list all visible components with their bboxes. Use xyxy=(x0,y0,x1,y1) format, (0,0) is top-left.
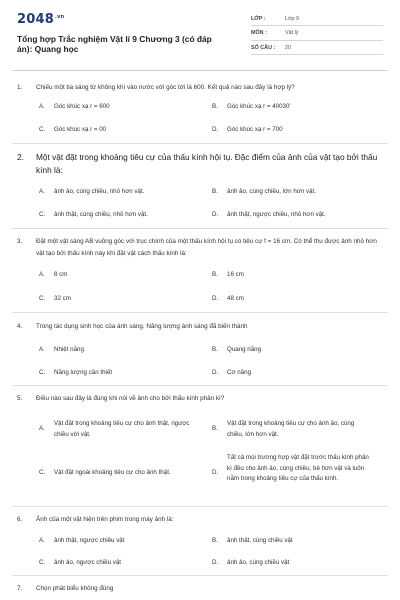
option-letter: D. xyxy=(212,211,219,218)
option-a[interactable] xyxy=(39,102,199,113)
option-text: ảnh ảo, cùng chiều vật xyxy=(227,559,290,566)
question-7 xyxy=(17,583,387,595)
option-c[interactable] xyxy=(39,558,199,569)
site-logo[interactable] xyxy=(17,12,64,27)
question-6 xyxy=(17,514,387,526)
meta-label: LỚP : xyxy=(251,15,266,22)
option-b[interactable] xyxy=(212,345,377,356)
option-letter: A. xyxy=(39,346,45,353)
option-a[interactable] xyxy=(39,419,211,440)
question-1 xyxy=(17,82,387,94)
question-text: Trong tác dụng sinh học của ánh sáng. Năng lượng ánh sáng đã biến thành xyxy=(36,323,248,330)
question-divider xyxy=(12,575,388,576)
option-a[interactable] xyxy=(39,187,199,198)
option-letter: C. xyxy=(39,559,46,566)
option-letter: B. xyxy=(212,537,218,544)
question-text: Chiếu một tia sáng từ không khí vào nước với góc tới là 600. Kết quả nào sau đây là hợp lý? xyxy=(36,84,295,91)
meta-value: 20 xyxy=(285,44,291,51)
option-letter: D. xyxy=(212,295,219,302)
question-divider xyxy=(12,385,388,386)
option-letter: C. xyxy=(39,369,46,376)
logo-suffix: .vn xyxy=(54,13,65,20)
meta-value: Vật lý xyxy=(285,30,299,36)
question-text: Một vật đặt trong khoảng tiêu cự của thấu kính hội tụ. Đặc điểm của ảnh của vật tạo bởi thấu kính là: xyxy=(36,152,378,175)
question-text: Chọn phát biểu không đúng xyxy=(36,585,114,592)
option-letter: C. xyxy=(39,295,46,302)
option-text: Vật đặt ngoài khoảng tiêu cự cho ảnh thật. xyxy=(54,469,171,476)
question-text: Điều nào sau đây là đúng khi nói về ảnh cho bởi thấu kính phân kì? xyxy=(36,395,225,402)
meta-label: SỐ CÂU : xyxy=(251,44,276,51)
question-2 xyxy=(17,151,387,177)
option-c[interactable] xyxy=(39,294,199,305)
option-text: Góc khúc xạ r = 00 xyxy=(54,126,107,133)
question-stem xyxy=(17,393,387,405)
option-letter: B. xyxy=(212,425,218,433)
option-letter: A. xyxy=(39,425,45,433)
option-text: Góc khúc xạ r = 700 xyxy=(227,126,283,133)
option-text: Năng lượng cần thiết xyxy=(54,369,113,376)
option-c[interactable] xyxy=(39,468,211,479)
option-b[interactable] xyxy=(212,102,377,113)
question-text: Đặt một vật sáng AB vuông góc với trục chính của một thấu kính hội tụ có tiêu cự f = 16 cm. Có thể thu được ảnh nhỏ hơn vật tạo bởi thấu kính này khi đặt vật cách thấu kính là: xyxy=(36,238,377,257)
option-text: Tất cả mọi trường hợp vật đặt trước thấu kính phân kì đều cho ảnh ảo, cùng chiều, bé hơn vật và luôn nằm trong khoảng tiêu cự của thấu kính. xyxy=(227,454,369,482)
document-header xyxy=(0,0,400,70)
question-3 xyxy=(17,236,387,259)
question-divider xyxy=(12,506,388,507)
option-letter: B. xyxy=(212,103,218,110)
option-b[interactable] xyxy=(212,187,377,198)
option-text: ảnh ảo, cùng chiều, nhỏ hơn vật. xyxy=(54,188,145,195)
question-divider xyxy=(12,312,388,313)
option-letter: C. xyxy=(39,211,46,218)
question-stem xyxy=(17,583,387,595)
question-divider xyxy=(12,143,388,144)
option-text: Vật đặt trong khoảng tiêu cự cho ảnh ảo, cùng chiều, lớn hơn vật. xyxy=(227,420,355,438)
question-number: 4. xyxy=(17,323,23,330)
option-text: 8 cm xyxy=(54,271,68,278)
meta-row-class xyxy=(251,12,383,26)
question-number: 3. xyxy=(17,238,23,245)
option-text: Góc khúc xạ r = 40030' xyxy=(227,103,291,110)
option-b[interactable] xyxy=(212,270,377,281)
option-text: Cơ năng xyxy=(227,369,252,376)
question-stem xyxy=(17,514,387,526)
option-letter: C. xyxy=(39,126,46,133)
question-stem xyxy=(17,321,387,333)
option-a[interactable] xyxy=(39,270,199,281)
option-text: ảnh thật, cùng chiều, nhỏ hơn vật. xyxy=(54,211,148,218)
option-b[interactable] xyxy=(212,536,377,547)
option-letter: B. xyxy=(212,271,218,278)
option-c[interactable] xyxy=(39,368,199,379)
document-title: Tổng hợp Trắc nghiệm Vật lí 9 Chương 3 (có đáp án): Quang học xyxy=(17,34,212,54)
question-divider xyxy=(12,228,388,229)
meta-row-subject xyxy=(251,27,383,41)
option-letter: B. xyxy=(212,188,218,195)
option-letter: D. xyxy=(212,559,219,566)
option-text: ảnh ảo, cùng chiều, lớn hơn vật. xyxy=(227,188,316,195)
option-letter: A. xyxy=(39,103,45,110)
option-a[interactable] xyxy=(39,345,199,356)
question-number: 5. xyxy=(17,395,23,402)
option-text: 32 cm xyxy=(54,295,71,302)
logo-text: 2048 xyxy=(17,12,54,27)
option-text: Nhiệt năng xyxy=(54,346,84,353)
option-letter: D. xyxy=(212,469,219,476)
question-number: 6. xyxy=(17,516,23,523)
question-number: 1. xyxy=(17,84,23,91)
option-c[interactable] xyxy=(39,125,199,136)
option-letter: D. xyxy=(212,126,219,133)
option-letter: B. xyxy=(212,346,218,353)
document-meta xyxy=(251,12,383,56)
option-text: Góc khúc xạ r = 600 xyxy=(54,103,110,110)
option-text: ảnh ảo, ngược chiều vật xyxy=(54,559,122,566)
option-d[interactable] xyxy=(212,368,377,379)
option-letter: A. xyxy=(39,188,45,195)
header-divider xyxy=(12,70,388,71)
option-letter: D. xyxy=(212,369,219,376)
question-number: 2. xyxy=(17,152,24,162)
option-text: ảnh thật, ngược chiều vật xyxy=(54,537,125,544)
option-text: ảnh thật, cùng chiều vật xyxy=(227,537,293,544)
meta-value: Lớp 9 xyxy=(285,15,300,22)
option-c[interactable] xyxy=(39,210,199,221)
option-d[interactable] xyxy=(212,453,377,485)
question-text: Ảnh của một vật hiện trên phim trong máy ảnh là: xyxy=(36,516,174,523)
question-5 xyxy=(17,393,387,405)
option-text: Vật đặt trong khoảng tiêu cự cho ảnh thật, ngược chiều với vật. xyxy=(54,420,190,438)
question-stem xyxy=(17,236,387,259)
option-text: 48 cm xyxy=(227,295,244,302)
option-letter: A. xyxy=(39,537,45,544)
option-letter: C. xyxy=(39,469,46,476)
option-d[interactable] xyxy=(212,294,377,305)
question-4 xyxy=(17,321,387,333)
meta-label: MÔN : xyxy=(251,30,267,36)
question-stem xyxy=(17,82,387,94)
option-text: 16 cm xyxy=(227,271,244,278)
option-d[interactable] xyxy=(212,558,377,569)
option-letter: A. xyxy=(39,271,45,278)
option-d[interactable] xyxy=(212,210,377,221)
option-text: Quang năng xyxy=(227,346,262,353)
question-stem xyxy=(17,151,387,177)
option-b[interactable] xyxy=(212,419,377,440)
option-d[interactable] xyxy=(212,125,377,136)
option-text: ảnh thật, ngược chiều, nhỏ hơn vật. xyxy=(227,211,326,218)
meta-row-count xyxy=(251,41,383,55)
question-number: 7. xyxy=(17,585,23,592)
option-a[interactable] xyxy=(39,536,199,547)
